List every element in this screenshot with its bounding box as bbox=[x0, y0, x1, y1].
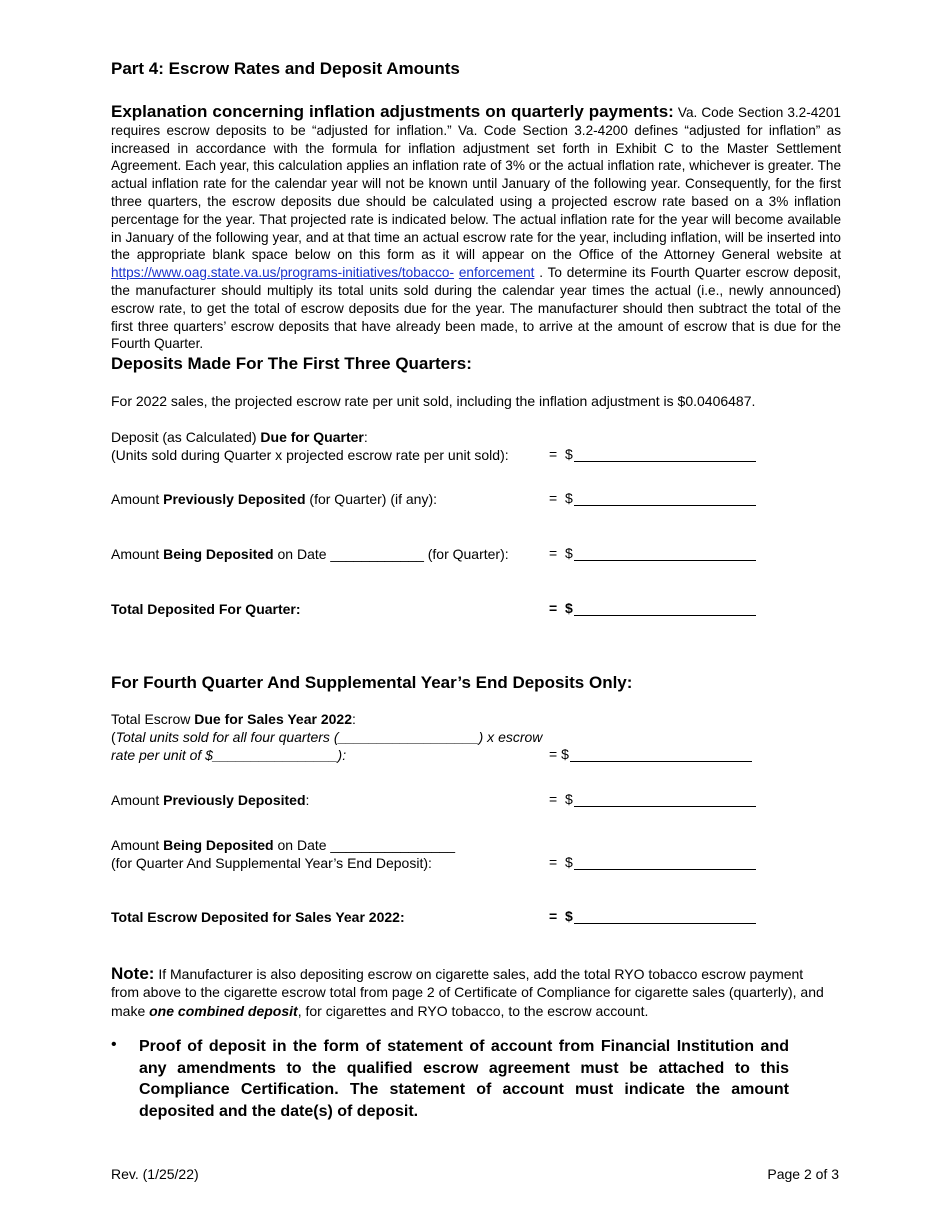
total-escrow-year-field[interactable]: = $ bbox=[549, 908, 756, 924]
explanation-lead: Explanation concerning inflation adjustments on quarterly payments: bbox=[111, 102, 674, 121]
total-deposited-quarter-label: Total Deposited For Quarter: bbox=[111, 601, 301, 617]
footer-revision: Rev. (1/25/22) bbox=[111, 1166, 199, 1182]
due-for-quarter-label: Deposit (as Calculated) Due for Quarter: (Units sold during Quarter x projected escrow rate per unit sold): bbox=[111, 429, 509, 463]
total-deposited-quarter-field[interactable]: = $ bbox=[549, 600, 756, 616]
total-escrow-due-field[interactable]: = $ bbox=[549, 746, 752, 762]
section1-title: Deposits Made For The First Three Quarters: bbox=[111, 354, 472, 373]
s2-being-deposited-label: Amount Being Deposited on Date ________________ (for Quarter And Supplemental Year’s End Deposit): bbox=[111, 837, 456, 871]
oag-link-part1[interactable]: https://www.oag.state.va.us/programs-initiatives/tobacco- bbox=[111, 265, 455, 281]
total-escrow-year-label: Total Escrow Deposited for Sales Year 2022: bbox=[111, 909, 405, 925]
projected-rate-text: For 2022 sales, the projected escrow rate per unit sold, including the inflation adjustment is $0.0406487. bbox=[111, 393, 756, 409]
previously-deposited-label: Amount Previously Deposited (for Quarter) (if any): bbox=[111, 491, 437, 507]
s2-previously-deposited-field[interactable]: = $ bbox=[549, 791, 756, 807]
bullet-icon: • bbox=[111, 1036, 117, 1053]
total-escrow-due-label: Total Escrow Due for Sales Year 2022: (Total units sold for all four quarters (__________________) x escrow rate per unit of $________________): bbox=[111, 711, 543, 763]
footer-page-number: Page 2 of 3 bbox=[767, 1166, 839, 1182]
previously-deposited-field[interactable]: = $ bbox=[549, 490, 756, 506]
oag-link-part2[interactable]: enforcement bbox=[458, 265, 535, 281]
part-title: Part 4: Escrow Rates and Deposit Amounts bbox=[111, 59, 460, 78]
explanation-paragraph bbox=[111, 103, 841, 353]
s2-being-deposited-field[interactable]: = $ bbox=[549, 854, 756, 870]
being-deposited-label: Amount Being Deposited on Date ____________ (for Quarter): bbox=[111, 546, 509, 562]
being-deposited-field[interactable]: = $ bbox=[549, 545, 756, 561]
explanation-text: Va. Code Section 3.2-4201 requires escrow deposits to be “adjusted for inflation.” Va. Code Section 3.2-4200 defines “adjusted for inflation” as increased in accordance with the formula for inflation adjustment set forth in Exhibit C to the Master Settlement Agreement. Each year, this calculation applies an inflation rate of 3% or the actual inflation rate, whichever is greater. The actual inflation rate for the calendar year will not be known until January of the following year. Consequently, for the first three quarters, the escrow deposits due should be calculated using a projected escrow rate based on a 3% inflation percentage for the year. That projected rate is indicated below. The actual inflation rate for the year will become available in January of the following year, and at that time an actual escrow rate for the year, including inflation, will be inserted into the appropriate blank space below on this form as it will appear on the Office of the Attorney General website at bbox=[111, 105, 841, 263]
note-paragraph: Note: If Manufacturer is also depositing escrow on cigarette sales, add the total RYO tobacco escrow payment from above to the cigarette escrow total from page 2 of Certificate of Compliance for cigarette sales (quarterly), and make one combined deposit, for cigarettes and RYO tobacco, to the escrow account. bbox=[111, 964, 824, 1019]
explanation-text-after: . To determine its Fourth Quarter escrow deposit, the manufacturer should multiply its total units sold during the calendar year times the actual (i.e., newly announced) escrow rate, to get the total of escrow deposits due for the year. The manufacturer should then subtract the total of the first three quarters’ escrow deposits that have already been made, to arrive at the amount of escrow that is due for the Fourth Quarter. bbox=[111, 265, 841, 352]
proof-of-deposit-text: Proof of deposit in the form of statement of account from Financial Institution and any amendments to the qualified escrow agreement must be attached to this Compliance Certification. The statement of account must indicate the amount deposited and the date(s) of deposit. bbox=[139, 1038, 789, 1120]
s2-previously-deposited-label: Amount Previously Deposited: bbox=[111, 792, 310, 808]
section2-title: For Fourth Quarter And Supplemental Year’s End Deposits Only: bbox=[111, 673, 633, 692]
due-for-quarter-field[interactable]: = $ bbox=[549, 446, 756, 462]
